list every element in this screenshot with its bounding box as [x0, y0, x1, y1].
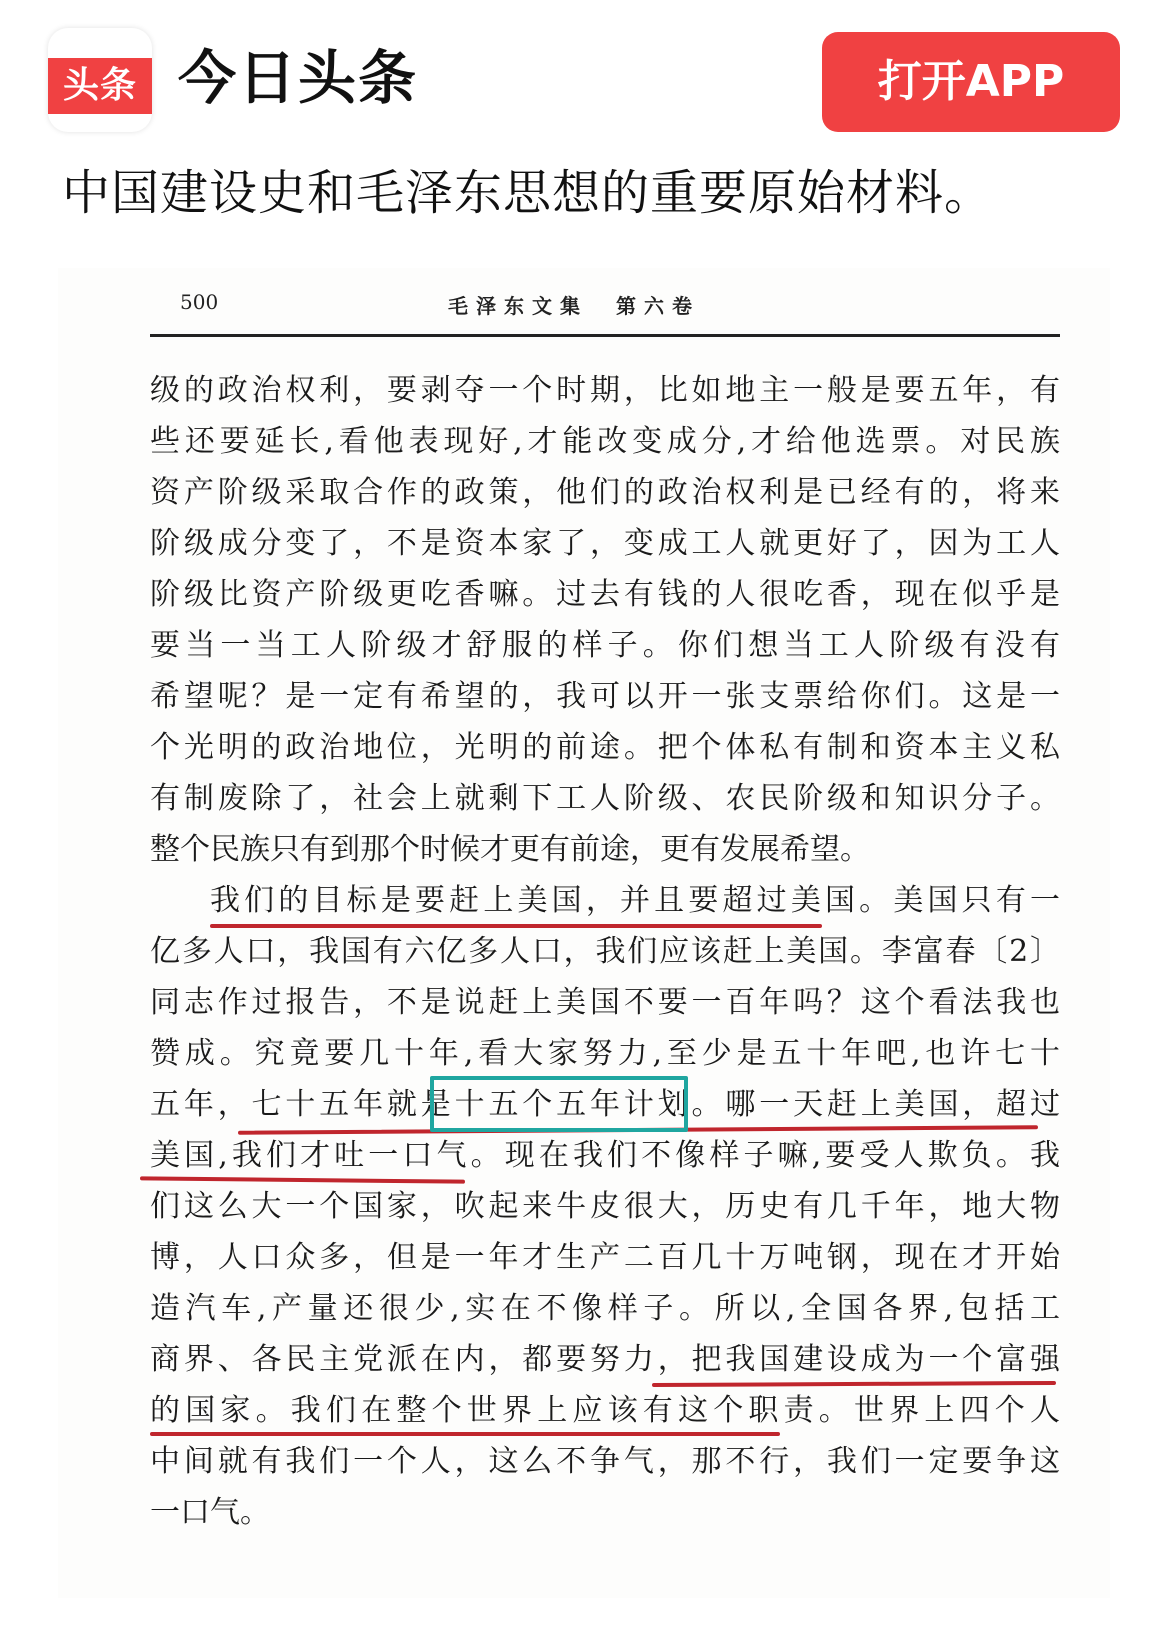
text-line: 一口气。: [150, 1495, 270, 1530]
toutiao-logo-icon[interactable]: [48, 28, 152, 132]
text-line: 资产阶级采取合作的政策，他们的政治权利是已经有的，将来: [150, 475, 1060, 510]
text-line: 有制废除了，社会上就剩下工人阶级、农民阶级和知识分子。: [150, 781, 1060, 816]
red-underline: [150, 1432, 780, 1436]
text-line: 赞成。究竟要几十年,看大家努力,至少是五十年吧,也许七十: [150, 1036, 1060, 1071]
open-app-button[interactable]: 打开APP: [822, 32, 1120, 132]
text-line: 美国,我们才吐一口气。现在我们不像样子嘛,要受人欺负。我: [150, 1138, 1060, 1173]
running-head: 毛泽东文集 第六卷: [448, 294, 700, 318]
text-line: 我们的目标是要赶上美国，并且要超过美国。美国只有一: [210, 883, 1060, 918]
page-number: 500: [180, 290, 219, 314]
text-line: 中间就有我们一个人，这么不争气，那不行，我们一定要争这: [150, 1444, 1060, 1479]
text-line: 阶级比资产阶级更吃香嘛。过去有钱的人很吃香，现在似乎是: [150, 577, 1060, 612]
logo-text: 头条: [48, 58, 152, 114]
teal-box-highlight: [430, 1076, 688, 1132]
text-line: 商界、各民主党派在内，都要努力，把我国建设成为一个富强: [150, 1342, 1060, 1377]
text-line: 五年，七十五年就是十五个五年计划。哪一天赶上美国，超过: [150, 1087, 1060, 1122]
text-line: 要当一当工人阶级才舒服的样子。你们想当工人阶级有没有: [150, 628, 1060, 663]
text-line: 亿多人口，我国有六亿多人口，我们应该赶上美国。李富春〔2〕: [150, 934, 1060, 969]
text-line: 希望呢？是一定有希望的，我可以开一张支票给你们。这是一: [150, 679, 1060, 714]
text-line: 整个民族只有到那个时候才更有前途，更有发展希望。: [150, 832, 870, 867]
red-underline: [210, 924, 822, 928]
text-line: 们这么大一个国家，吹起来牛皮很大，历史有几千年，地大物: [150, 1189, 1060, 1224]
text-line: 阶级成分变了，不是资本家了，变成工人就更好了，因为工人: [150, 526, 1060, 561]
header-rule: [150, 334, 1060, 337]
text-line: 些还要延长,看他表现好,才能改变成分,才给他选票。对民族: [150, 424, 1060, 459]
text-line: 级的政治权利，要剥夺一个时期，比如地主一般是要五年，有: [150, 373, 1060, 408]
text-line: 博，人口众多，但是一年才生产二百几十万吨钢，现在才开始: [150, 1240, 1060, 1275]
text-line: 同志作过报告，不是说赶上美国不要一百年吗？这个看法我也: [150, 985, 1060, 1020]
app-name: 今日头条: [178, 44, 419, 112]
text-line: 造汽车,产量还很少,实在不像样子。所以,全国各界,包括工: [150, 1291, 1060, 1326]
post-headline: 中国建设史和毛泽东思想的重要原始材料。: [62, 165, 994, 221]
scanned-book-page: [58, 268, 1110, 1598]
app-banner: [0, 0, 1170, 160]
text-line: 个光明的政治地位，光明的前途。把个体私有制和资本主义私: [150, 730, 1060, 765]
text-line: 的国家。我们在整个世界上应该有这个职责。世界上四个人: [150, 1393, 1060, 1428]
